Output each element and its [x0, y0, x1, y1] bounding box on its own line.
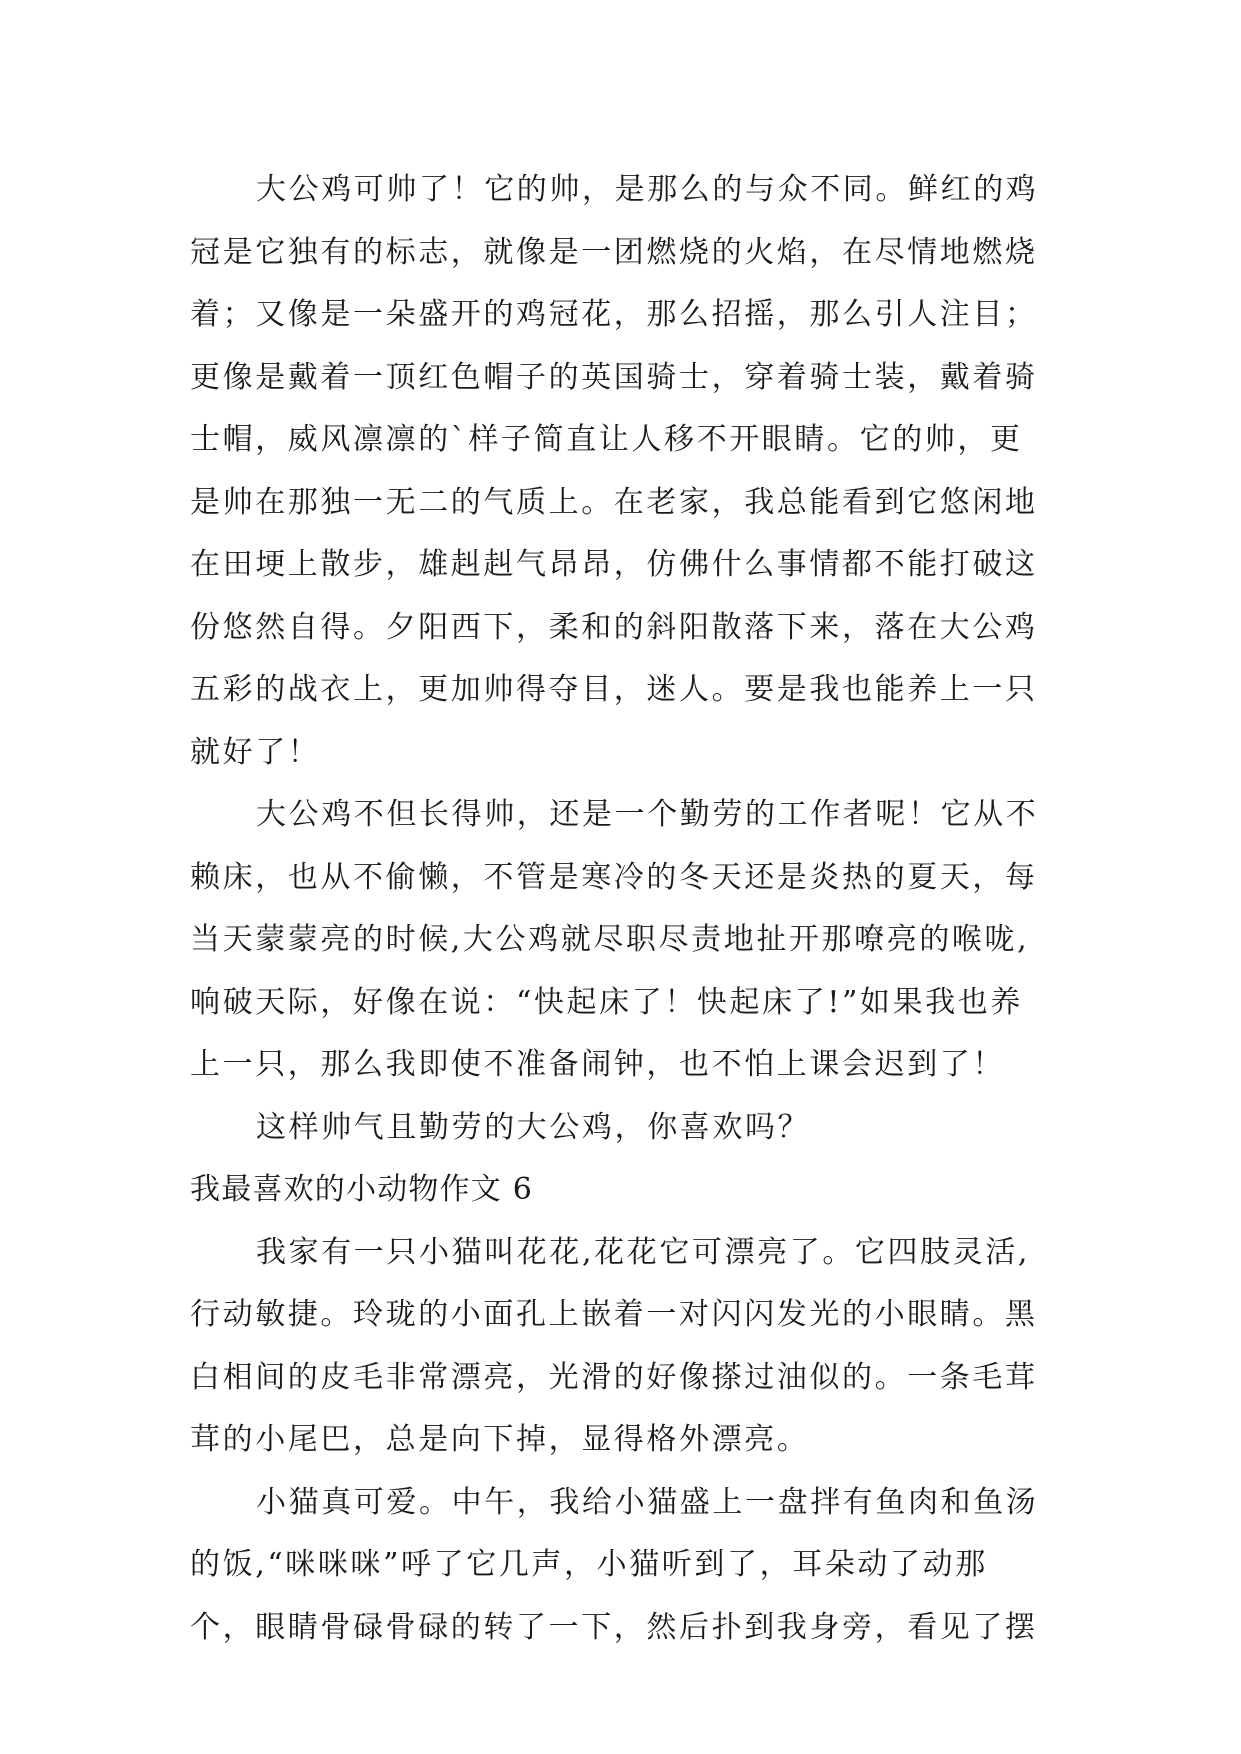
text-line: 我家有一只小猫叫花花,花花它可漂亮了。它四肢灵活, — [256, 1234, 1031, 1270]
document-body — [190, 159, 1055, 1659]
text-line: 白相间的皮毛非常漂亮，光滑的好像搽过油似的。一条毛茸 — [190, 1359, 1038, 1395]
text-line: 小猫真可爱。中午，我给小猫盛上一盘拌有鱼肉和鱼汤 — [256, 1484, 1039, 1520]
text-line: 份悠然自得。夕阳西下，柔和的斜阳散落下来，落在大公鸡 — [190, 609, 1038, 645]
section-title: 我最喜欢的小动物作文 6 — [190, 1172, 534, 1207]
text-line: 是帅在那独一无二的气质上。在老家，我总能看到它悠闲地 — [190, 484, 1038, 520]
text-line: 大公鸡可帅了！它的帅，是那么的与众不同。鲜红的鸡 — [256, 172, 1039, 207]
text-line: 士帽，威风凛凛的`样子简直让人移不开眼睛。它的帅，更 — [190, 422, 1023, 457]
text-line: 茸的小尾巴，总是向下掉，显得格外漂亮。 — [190, 1422, 810, 1457]
text-line: 行动敏捷。玲珑的小面孔上嵌着一对闪闪发光的小眼睛。黑 — [190, 1297, 1038, 1332]
text-line: 这样帅气且勤劳的大公鸡，你喜欢吗？ — [256, 1109, 811, 1145]
text-line: 在田埂上散步，雄赳赳气昂昂，仿佛什么事情都不能打破这 — [190, 547, 1038, 582]
text-line: 更像是戴着一顶红色帽子的英国骑士，穿着骑士装，戴着骑 — [190, 359, 1038, 395]
text-line: 个，眼睛骨碌骨碌的转了一下，然后扑到我身旁，看见了摆 — [190, 1609, 1038, 1645]
text-line: 大公鸡不但长得帅，还是一个勤劳的工作者呢！它从不 — [256, 797, 1039, 832]
text-line: 着；又像是一朵盛开的鸡冠花，那么招摇，那么引人注目； — [190, 297, 1038, 332]
text-line: 冠是它独有的标志，就像是一团燃烧的火焰，在尽情地燃烧 — [190, 234, 1038, 270]
text-line: 上一只，那么我即使不准备闹钟，也不怕上课会迟到了！ — [190, 1047, 1005, 1082]
text-line: 五彩的战衣上，更加帅得夺目，迷人。要是我也能养上一只 — [190, 672, 1038, 707]
text-line: 响破天际，好像在说：“快起床了！快起床了!”如果我也养 — [190, 984, 1023, 1020]
text-line: 当天蒙蒙亮的时候,大公鸡就尽职尽责地扯开那嘹亮的喉咙, — [190, 922, 1030, 957]
text-line: 就好了！ — [190, 734, 321, 770]
text-line: 赖床，也从不偷懒，不管是寒冷的冬天还是炎热的夏天，每 — [190, 859, 1038, 895]
text-line: 的饭,“咪咪咪”呼了它几声，小猫听到了，耳朵动了动那 — [190, 1547, 988, 1582]
